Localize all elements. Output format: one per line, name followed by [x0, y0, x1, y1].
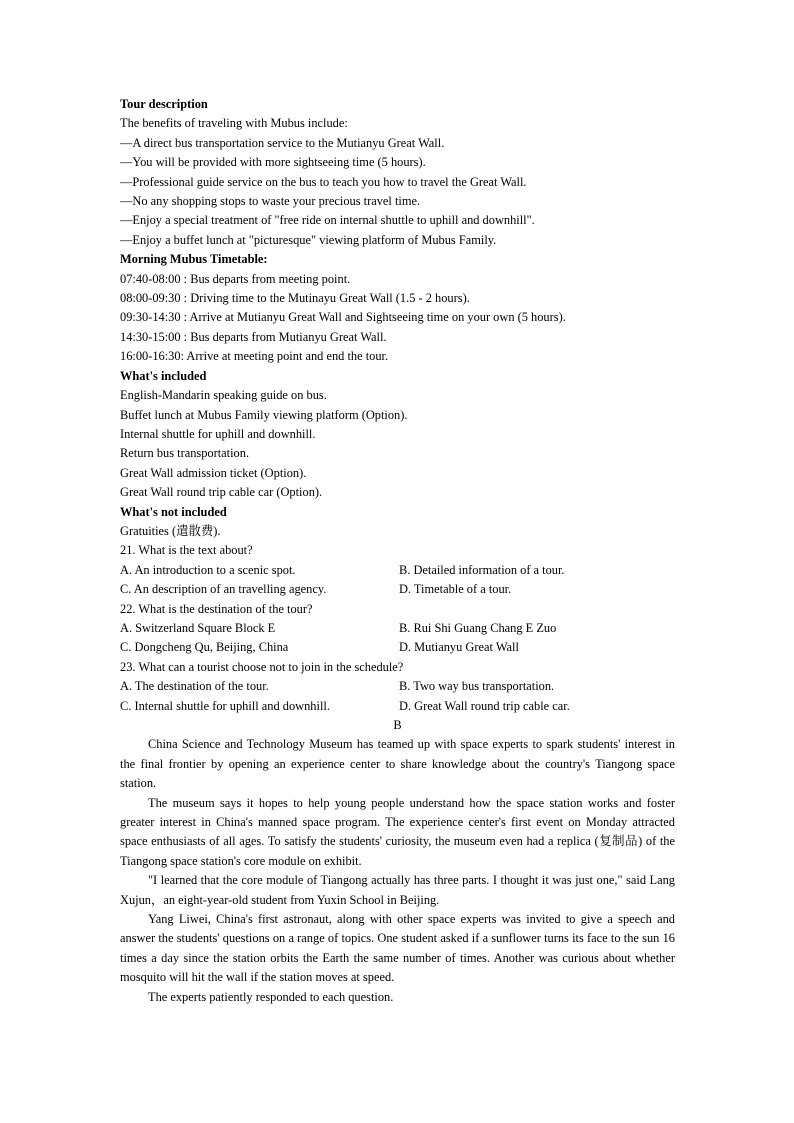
benefit-item: —Professional guide service on the bus to teach you how to travel the Great Wall. — [120, 174, 527, 189]
timetable-row: 09:30-14:30 : Arrive at Mutianyu Great Wall and Sightseeing time on your own (5 hours). — [120, 310, 566, 325]
timetable-row: 16:00-16:30: Arrive at meeting point and end the tour. — [120, 349, 389, 364]
article-paragraph: China Science and Technology Museum has teamed up with space experts to spark students' interest in the final frontier by opening an experience center to share knowledge about the country's Tiangong space station. — [120, 737, 675, 791]
benefit-item: —Enjoy a buffet lunch at "picturesque" viewing platform of Mubus Family. — [120, 232, 497, 247]
document-page — [120, 95, 675, 1007]
not-included-heading: What's not included — [120, 504, 227, 519]
article-paragraph: "I learned that the core module of Tiangong actually has three parts. I thought it was just one," said Lang Xujun，an eight-year-old student from Yuxin School in Beijing. — [120, 873, 675, 907]
benefit-item: —Enjoy a special treatment of "free ride on internal shuttle to uphill and downhill". — [120, 213, 535, 228]
question-23: 23. What can a tourist choose not to join in the schedule? — [120, 659, 404, 674]
option-d: D. Great Wall round trip cable car. — [399, 698, 570, 713]
option-c: C. Dongcheng Qu, Beijing, China — [120, 640, 289, 655]
article-paragraph: The experts patiently responded to each question. — [148, 989, 394, 1004]
tour-heading: Tour description — [120, 97, 208, 111]
timetable-row: 14:30-15:00 : Bus departs from Mutianyu Great Wall. — [120, 329, 387, 344]
included-item: Great Wall admission ticket (Option). — [120, 465, 307, 480]
options-row — [120, 619, 675, 638]
question-22: 22. What is the destination of the tour? — [120, 601, 313, 616]
included-item: Buffet lunch at Mubus Family viewing platform (Option). — [120, 407, 408, 422]
option-c: C. An description of an travelling agency. — [120, 582, 327, 597]
options-row — [120, 697, 675, 716]
option-a: A. Switzerland Square Block E — [120, 620, 276, 635]
options-row — [120, 677, 675, 696]
options-row — [120, 580, 675, 599]
option-c: C. Internal shuttle for uphill and downhill. — [120, 698, 330, 713]
timetable-row: 07:40-08:00 : Bus departs from meeting point. — [120, 271, 351, 286]
option-a: A. The destination of the tour. — [120, 679, 269, 694]
benefit-item: —No any shopping stops to waste your precious travel time. — [120, 194, 421, 209]
article-paragraph: Yang Liwei, China's first astronaut, along with other space experts was invited to give a speech and answer the students' questions on a range of topics. One student asked if a sunflower turns its face to the sun 16 times a day since the station orbits the Earth the same number of times. Another was curious about whether mosquito will hit the wall if the station moves at speed. — [120, 912, 675, 985]
included-item: Internal shuttle for uphill and downhill. — [120, 426, 316, 441]
options-row — [120, 638, 675, 657]
included-item: Return bus transportation. — [120, 446, 250, 461]
benefit-item: —You will be provided with more sightseeing time (5 hours). — [120, 155, 426, 170]
benefit-item: —A direct bus transportation service to the Mutianyu Great Wall. — [120, 135, 445, 150]
option-d: D. Timetable of a tour. — [399, 582, 512, 597]
included-item: Great Wall round trip cable car (Option). — [120, 485, 323, 500]
article-paragraph: The museum says it hopes to help young people understand how the space station works and foster greater interest in China's manned space program. The experience center's first event on Monday attracted space enthusiasts of all ages. To satisfy the students' curiosity, the museum even had a replica (复制品) of the Tiangong space station's core module on exhibit. — [120, 795, 675, 868]
benefits-intro: The benefits of traveling with Mubus include: — [120, 116, 348, 131]
timetable-row: 08:00-09:30 : Driving time to the Mutinayu Great Wall (1.5 - 2 hours). — [120, 291, 470, 306]
question-21: 21. What is the text about? — [120, 543, 253, 558]
option-d: D. Mutianyu Great Wall — [399, 640, 519, 655]
option-b: B. Two way bus transportation. — [399, 679, 555, 694]
option-b: B. Rui Shi Guang Chang E Zuo — [399, 620, 557, 635]
timetable-heading: Morning Mubus Timetable: — [120, 252, 268, 267]
included-item: English-Mandarin speaking guide on bus. — [120, 388, 327, 403]
not-included-item: Gratuities (遣散费). — [120, 523, 221, 538]
included-heading: What's included — [120, 368, 207, 383]
options-row — [120, 561, 675, 580]
option-b: B. Detailed information of a tour. — [399, 562, 565, 577]
section-b-label: B — [393, 718, 402, 732]
option-a: A. An introduction to a scenic spot. — [120, 562, 296, 577]
